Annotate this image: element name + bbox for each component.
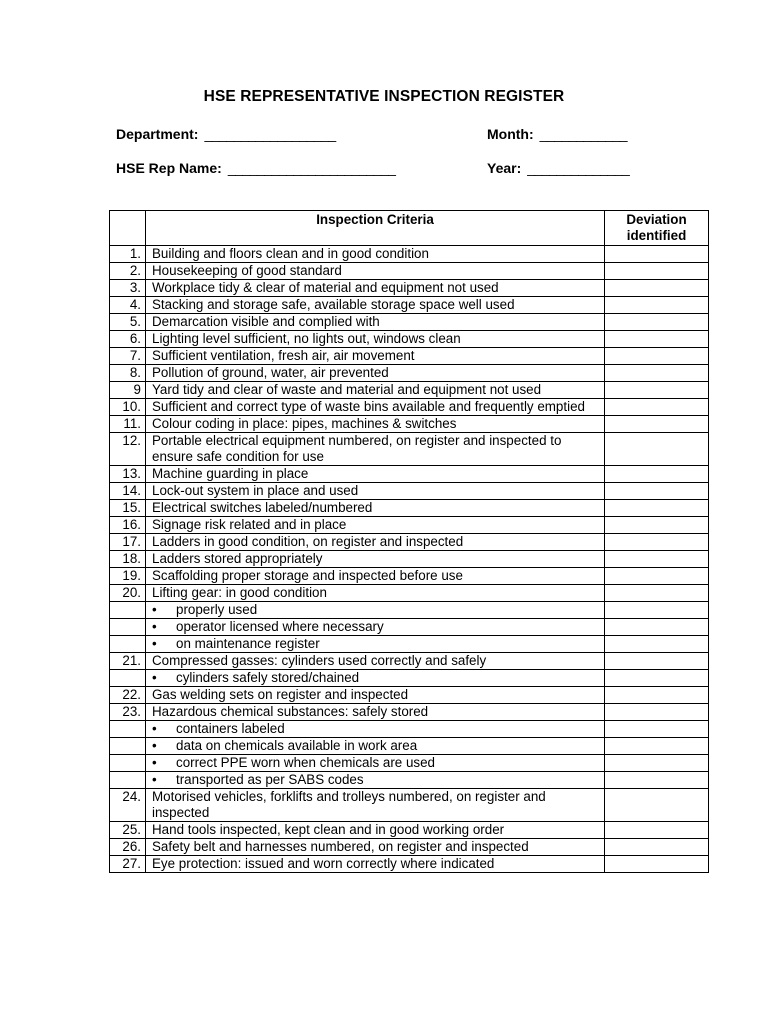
criteria-text: Ladders stored appropriately bbox=[146, 551, 605, 568]
row-number: 9 bbox=[110, 382, 146, 399]
deviation-cell[interactable] bbox=[605, 755, 709, 772]
row-number bbox=[110, 721, 146, 738]
deviation-header-line1: Deviation bbox=[626, 212, 687, 227]
row-number: 18. bbox=[110, 551, 146, 568]
deviation-cell[interactable] bbox=[605, 433, 709, 466]
criteria-sub-item-label: on maintenance register bbox=[176, 636, 320, 651]
table-row bbox=[110, 331, 709, 348]
table-row bbox=[110, 399, 709, 416]
table-row bbox=[110, 670, 709, 687]
criteria-text: Pollution of ground, water, air prevented bbox=[146, 365, 605, 382]
table-row bbox=[110, 280, 709, 297]
row-number: 7. bbox=[110, 348, 146, 365]
criteria-text: Eye protection: issued and worn correctly where indicated bbox=[146, 856, 605, 873]
criteria-text: Stacking and storage safe, available storage space well used bbox=[146, 297, 605, 314]
year-label: Year: bbox=[487, 160, 522, 176]
deviation-cell[interactable] bbox=[605, 551, 709, 568]
criteria-sub-item-label: data on chemicals available in work area bbox=[176, 738, 418, 753]
criteria-text: Housekeeping of good standard bbox=[146, 263, 605, 280]
row-number: 24. bbox=[110, 789, 146, 822]
table-row bbox=[110, 348, 709, 365]
hse-rep-name-label: HSE Rep Name: bbox=[116, 160, 222, 176]
bullet-icon: • bbox=[152, 619, 157, 634]
bullet-icon: • bbox=[152, 636, 157, 651]
row-number: 6. bbox=[110, 331, 146, 348]
bullet-icon: • bbox=[152, 772, 157, 787]
row-number bbox=[110, 755, 146, 772]
table-row bbox=[110, 365, 709, 382]
row-number: 3. bbox=[110, 280, 146, 297]
row-number: 27. bbox=[110, 856, 146, 873]
criteria-text: Hazardous chemical substances: safely stored bbox=[146, 704, 605, 721]
row-number: 23. bbox=[110, 704, 146, 721]
department-field bbox=[116, 126, 336, 142]
criteria-sub-item bbox=[146, 755, 605, 772]
page-title: HSE REPRESENTATIVE INSPECTION REGISTER bbox=[203, 88, 565, 105]
row-number: 11. bbox=[110, 416, 146, 433]
row-number: 1. bbox=[110, 246, 146, 263]
row-number: 20. bbox=[110, 585, 146, 602]
criteria-text: Safety belt and harnesses numbered, on register and inspected bbox=[146, 839, 605, 856]
criteria-text: Sufficient ventilation, fresh air, air movement bbox=[146, 348, 605, 365]
department-blank[interactable]: __________________ bbox=[204, 126, 336, 142]
bullet-icon: • bbox=[152, 755, 157, 770]
table-row bbox=[110, 483, 709, 500]
deviation-cell[interactable] bbox=[605, 483, 709, 500]
table-row bbox=[110, 653, 709, 670]
criteria-text: Workplace tidy & clear of material and equipment not used bbox=[146, 280, 605, 297]
deviation-cell[interactable] bbox=[605, 263, 709, 280]
criteria-sub-item-label: operator licensed where necessary bbox=[176, 619, 384, 634]
table-row bbox=[110, 636, 709, 653]
table-row bbox=[110, 856, 709, 873]
hse-rep-name-field bbox=[116, 160, 395, 176]
deviation-cell[interactable] bbox=[605, 619, 709, 636]
criteria-text: Lock-out system in place and used bbox=[146, 483, 605, 500]
deviation-cell[interactable] bbox=[605, 416, 709, 433]
criteria-sub-item-label: containers labeled bbox=[176, 721, 285, 736]
deviation-cell[interactable] bbox=[605, 365, 709, 382]
deviation-cell[interactable] bbox=[605, 314, 709, 331]
criteria-text: Lighting level sufficient, no lights out, windows clean bbox=[146, 331, 605, 348]
criteria-text: Sufficient and correct type of waste bins available and frequently emptied bbox=[146, 399, 605, 416]
table-row bbox=[110, 500, 709, 517]
table-row bbox=[110, 517, 709, 534]
bullet-icon: • bbox=[152, 721, 157, 736]
table-row bbox=[110, 839, 709, 856]
table-row bbox=[110, 738, 709, 755]
table-row bbox=[110, 585, 709, 602]
deviation-cell[interactable] bbox=[605, 246, 709, 263]
row-number bbox=[110, 772, 146, 789]
table-row bbox=[110, 568, 709, 585]
criteria-text: Electrical switches labeled/numbered bbox=[146, 500, 605, 517]
criteria-sub-item-label: properly used bbox=[176, 602, 258, 617]
deviation-cell[interactable] bbox=[605, 839, 709, 856]
deviation-cell[interactable] bbox=[605, 602, 709, 619]
criteria-sub-item bbox=[146, 738, 605, 755]
number-column-header bbox=[110, 211, 146, 246]
deviation-cell[interactable] bbox=[605, 348, 709, 365]
table-row bbox=[110, 314, 709, 331]
deviation-cell[interactable] bbox=[605, 585, 709, 602]
criteria-text: Yard tidy and clear of waste and material and equipment not used bbox=[146, 382, 605, 399]
criteria-text: Hand tools inspected, kept clean and in good working order bbox=[146, 822, 605, 839]
deviation-cell[interactable] bbox=[605, 687, 709, 704]
table-row bbox=[110, 433, 709, 466]
table-row bbox=[110, 602, 709, 619]
criteria-text: Motorised vehicles, forklifts and trolleys numbered, on register and inspected bbox=[146, 789, 605, 822]
department-label: Department: bbox=[116, 126, 199, 142]
deviation-cell[interactable] bbox=[605, 856, 709, 873]
row-number: 12. bbox=[110, 433, 146, 466]
table-body bbox=[110, 246, 709, 873]
table-row bbox=[110, 534, 709, 551]
row-number bbox=[110, 619, 146, 636]
deviation-cell[interactable] bbox=[605, 772, 709, 789]
criteria-text: Signage risk related and in place bbox=[146, 517, 605, 534]
deviation-cell[interactable] bbox=[605, 653, 709, 670]
row-number: 2. bbox=[110, 263, 146, 280]
criteria-text: Machine guarding in place bbox=[146, 466, 605, 483]
table-row bbox=[110, 704, 709, 721]
table-row bbox=[110, 789, 709, 822]
table-row bbox=[110, 246, 709, 263]
month-label: Month: bbox=[487, 126, 534, 142]
row-number bbox=[110, 670, 146, 687]
deviation-cell[interactable] bbox=[605, 517, 709, 534]
criteria-sub-item bbox=[146, 602, 605, 619]
bullet-icon: • bbox=[152, 670, 157, 685]
row-number: 25. bbox=[110, 822, 146, 839]
criteria-sub-item bbox=[146, 721, 605, 738]
table-row bbox=[110, 551, 709, 568]
table-header-row bbox=[110, 211, 709, 246]
table-row bbox=[110, 297, 709, 314]
table-row bbox=[110, 416, 709, 433]
criteria-text: Portable electrical equipment numbered, on register and inspected to ensure safe condition for use bbox=[146, 433, 605, 466]
criteria-text: Compressed gasses: cylinders used correctly and safely bbox=[146, 653, 605, 670]
row-number: 21. bbox=[110, 653, 146, 670]
table-row bbox=[110, 755, 709, 772]
deviation-cell[interactable] bbox=[605, 822, 709, 839]
deviation-cell[interactable] bbox=[605, 297, 709, 314]
table-row bbox=[110, 721, 709, 738]
criteria-text: Building and floors clean and in good condition bbox=[146, 246, 605, 263]
row-number: 4. bbox=[110, 297, 146, 314]
row-number bbox=[110, 738, 146, 755]
bullet-icon: • bbox=[152, 602, 157, 617]
deviation-cell[interactable] bbox=[605, 382, 709, 399]
month-field bbox=[487, 126, 627, 142]
deviation-cell[interactable] bbox=[605, 636, 709, 653]
criteria-sub-item bbox=[146, 636, 605, 653]
deviation-cell[interactable] bbox=[605, 789, 709, 822]
deviation-cell[interactable] bbox=[605, 534, 709, 551]
deviation-cell[interactable] bbox=[605, 399, 709, 416]
row-number bbox=[110, 636, 146, 653]
year-field bbox=[487, 160, 629, 176]
deviation-cell[interactable] bbox=[605, 670, 709, 687]
row-number: 19. bbox=[110, 568, 146, 585]
criteria-text: Ladders in good condition, on register and inspected bbox=[146, 534, 605, 551]
inspection-criteria-header: Inspection Criteria bbox=[146, 211, 605, 246]
table-row bbox=[110, 822, 709, 839]
criteria-sub-item bbox=[146, 670, 605, 687]
row-number: 10. bbox=[110, 399, 146, 416]
deviation-cell[interactable] bbox=[605, 738, 709, 755]
criteria-sub-item-label: transported as per SABS codes bbox=[176, 772, 364, 787]
deviation-identified-header bbox=[605, 211, 709, 246]
year-blank[interactable]: ______________ bbox=[527, 160, 630, 176]
row-number: 15. bbox=[110, 500, 146, 517]
row-number: 22. bbox=[110, 687, 146, 704]
criteria-text: Scaffolding proper storage and inspected before use bbox=[146, 568, 605, 585]
criteria-sub-item-label: correct PPE worn when chemicals are used bbox=[176, 755, 435, 770]
criteria-text: Demarcation visible and complied with bbox=[146, 314, 605, 331]
table-row bbox=[110, 772, 709, 789]
criteria-text: Colour coding in place: pipes, machines & switches bbox=[146, 416, 605, 433]
row-number: 13. bbox=[110, 466, 146, 483]
table-row bbox=[110, 263, 709, 280]
table-row bbox=[110, 466, 709, 483]
row-number: 14. bbox=[110, 483, 146, 500]
criteria-sub-item bbox=[146, 772, 605, 789]
row-number: 16. bbox=[110, 517, 146, 534]
criteria-sub-item bbox=[146, 619, 605, 636]
criteria-text: Lifting gear: in good condition bbox=[146, 585, 605, 602]
row-number: 8. bbox=[110, 365, 146, 382]
criteria-sub-item-label: cylinders safely stored/chained bbox=[176, 670, 360, 685]
row-number: 5. bbox=[110, 314, 146, 331]
deviation-cell[interactable] bbox=[605, 500, 709, 517]
row-number: 26. bbox=[110, 839, 146, 856]
deviation-cell[interactable] bbox=[605, 466, 709, 483]
hse-rep-name-blank[interactable]: _______________________ bbox=[227, 160, 396, 176]
row-number: 17. bbox=[110, 534, 146, 551]
deviation-cell[interactable] bbox=[605, 721, 709, 738]
inspection-register-table bbox=[109, 210, 709, 873]
table-row bbox=[110, 619, 709, 636]
deviation-cell[interactable] bbox=[605, 704, 709, 721]
bullet-icon: • bbox=[152, 738, 157, 753]
deviation-cell[interactable] bbox=[605, 331, 709, 348]
deviation-cell[interactable] bbox=[605, 280, 709, 297]
deviation-cell[interactable] bbox=[605, 568, 709, 585]
month-blank[interactable]: ____________ bbox=[539, 126, 628, 142]
table-row bbox=[110, 382, 709, 399]
criteria-text: Gas welding sets on register and inspected bbox=[146, 687, 605, 704]
row-number bbox=[110, 602, 146, 619]
table-row bbox=[110, 687, 709, 704]
deviation-header-line2: identified bbox=[626, 228, 687, 243]
